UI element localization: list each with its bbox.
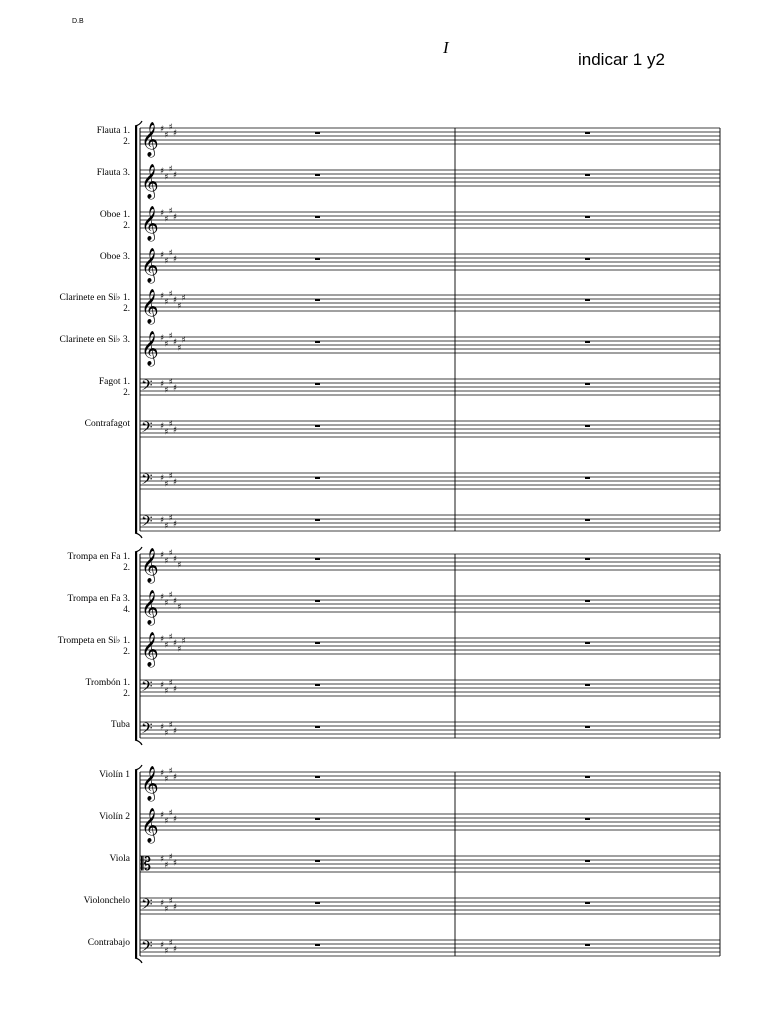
sharp-icon: ♯	[181, 293, 186, 304]
instrument-name: Contrafagot	[84, 419, 130, 429]
whole-rest-icon	[585, 216, 590, 218]
whole-rest-icon	[585, 383, 590, 385]
sharp-icon: ♯	[168, 852, 173, 863]
instrument-name: Flauta 1.	[96, 126, 130, 136]
instrument-part-number: 2.	[123, 387, 130, 397]
whole-rest-icon	[315, 519, 320, 521]
sharp-icon: ♯	[164, 214, 169, 225]
sharp-icon: ♯	[168, 632, 173, 643]
treble-clef-icon: 𝄞	[141, 164, 159, 199]
staff	[140, 419, 720, 440]
sharp-icon: ♯	[160, 379, 165, 390]
treble-clef-icon: 𝄞	[141, 289, 159, 324]
instrument-name: Contrabajo	[87, 938, 130, 948]
sharp-icon: ♯	[164, 774, 169, 785]
sharp-icon: ♯	[164, 297, 169, 308]
sharp-icon: ♯	[160, 680, 165, 691]
whole-rest-icon	[315, 558, 320, 560]
staff	[140, 164, 720, 200]
sharp-icon: ♯	[181, 335, 186, 346]
whole-rest-icon	[315, 216, 320, 218]
instrument-name: Trompa en Fa 3.	[67, 594, 130, 604]
whole-rest-icon	[585, 519, 590, 521]
sharp-icon: ♯	[172, 902, 178, 913]
whole-rest-icon	[315, 776, 320, 778]
sharp-icon: ♯	[177, 602, 182, 613]
treble-clef-icon: 𝄞	[141, 122, 159, 157]
sharp-icon: ♯	[172, 477, 178, 488]
sharp-icon: ♯	[177, 301, 182, 312]
sharp-icon: ♯	[168, 678, 173, 689]
whole-rest-icon	[315, 860, 320, 862]
whole-rest-icon	[585, 776, 590, 778]
instrument-name: Viola	[109, 854, 130, 864]
sharp-icon: ♯	[160, 291, 165, 302]
bass-clef-icon: 𝄢	[141, 377, 153, 398]
sharp-icon: ♯	[168, 938, 173, 949]
whole-rest-icon	[585, 258, 590, 260]
whole-rest-icon	[585, 642, 590, 644]
sharp-icon: ♯	[172, 944, 178, 955]
sharp-icon: ♯	[164, 904, 169, 915]
sharp-icon: ♯	[168, 766, 173, 777]
sharp-icon: ♯	[168, 377, 173, 388]
sharp-icon: ♯	[172, 596, 178, 607]
sharp-icon: ♯	[164, 860, 169, 871]
performance-note: indicar 1 y2	[578, 50, 665, 69]
staff	[140, 766, 720, 802]
sharp-icon: ♯	[160, 898, 165, 909]
treble-clef-icon: 𝄞	[141, 548, 159, 583]
sharp-icon: ♯	[172, 519, 178, 530]
sharp-icon: ♯	[164, 172, 169, 183]
sharp-icon: ♯	[164, 339, 169, 350]
sharp-icon: ♯	[160, 592, 165, 603]
sharp-icon: ♯	[177, 560, 182, 571]
whole-rest-icon	[585, 425, 590, 427]
instrument-part-number: 2.	[123, 303, 130, 313]
sharp-icon: ♯	[164, 130, 169, 141]
sharp-icon: ♯	[168, 206, 173, 217]
staff	[140, 513, 720, 534]
staff	[140, 331, 720, 367]
whole-rest-icon	[315, 132, 320, 134]
whole-rest-icon	[585, 902, 590, 904]
instrument-name: Trompa en Fa 1.	[67, 552, 130, 562]
sharp-icon: ♯	[168, 122, 173, 133]
staff	[140, 720, 720, 741]
whole-rest-icon	[585, 341, 590, 343]
sharp-icon: ♯	[164, 385, 169, 396]
sharp-icon: ♯	[164, 256, 169, 267]
treble-clef-icon: 𝄞	[141, 766, 159, 801]
sharp-icon: ♯	[160, 768, 165, 779]
sharp-icon: ♯	[168, 513, 173, 524]
bass-clef-icon: 𝄢	[141, 678, 153, 699]
sharp-icon: ♯	[177, 343, 182, 354]
sharp-icon: ♯	[172, 638, 178, 649]
sharp-icon: ♯	[172, 170, 178, 181]
whole-rest-icon	[585, 684, 590, 686]
sharp-icon: ♯	[160, 124, 165, 135]
staff	[140, 548, 720, 584]
whole-rest-icon	[315, 299, 320, 301]
sharp-icon: ♯	[160, 634, 165, 645]
sharp-icon: ♯	[164, 728, 169, 739]
alto-clef-icon: 𝄡	[141, 854, 152, 875]
staff	[140, 896, 720, 917]
sharp-icon: ♯	[160, 515, 165, 526]
sharp-icon: ♯	[160, 421, 165, 432]
instrument-part-number: 2.	[123, 688, 130, 698]
staff	[140, 853, 720, 876]
treble-clef-icon: 𝄞	[141, 808, 159, 843]
whole-rest-icon	[585, 558, 590, 560]
corner-mark: D.B	[72, 18, 84, 25]
sharp-icon: ♯	[172, 684, 178, 695]
bass-clef-icon: 𝄢	[141, 938, 153, 959]
sharp-icon: ♯	[168, 164, 173, 175]
sharp-icon: ♯	[164, 640, 169, 651]
sharp-icon: ♯	[160, 810, 165, 821]
bass-clef-icon: 𝄢	[141, 896, 153, 917]
whole-rest-icon	[315, 726, 320, 728]
instrument-name: Trombón 1.	[85, 678, 130, 688]
sharp-icon: ♯	[160, 940, 165, 951]
sharp-icon: ♯	[168, 471, 173, 482]
whole-rest-icon	[585, 174, 590, 176]
instrument-name: Violín 1	[99, 770, 130, 780]
staff	[140, 590, 720, 626]
instrument-name: Clarinete en Si♭ 3.	[59, 335, 130, 345]
sharp-icon: ♯	[172, 554, 178, 565]
group-bracket	[135, 126, 137, 533]
whole-rest-icon	[585, 477, 590, 479]
whole-rest-icon	[585, 132, 590, 134]
instrument-name: Violonchelo	[83, 896, 130, 906]
sharp-icon: ♯	[160, 722, 165, 733]
instrument-part-number: 2.	[123, 562, 130, 572]
instrument-name: Fagot 1.	[98, 377, 130, 387]
sharp-icon: ♯	[172, 212, 178, 223]
staff	[140, 289, 720, 325]
sharp-icon: ♯	[168, 896, 173, 907]
whole-rest-icon	[315, 383, 320, 385]
sharp-icon: ♯	[172, 254, 178, 265]
whole-rest-icon	[315, 174, 320, 176]
sharp-icon: ♯	[172, 337, 178, 348]
instrument-part-number: 2.	[123, 646, 130, 656]
bass-clef-icon: 𝄢	[141, 513, 153, 534]
whole-rest-icon	[315, 944, 320, 946]
staff	[140, 938, 720, 959]
whole-rest-icon	[585, 600, 590, 602]
sharp-icon: ♯	[168, 419, 173, 430]
whole-rest-icon	[585, 944, 590, 946]
sharp-icon: ♯	[168, 331, 173, 342]
instrument-name: Flauta 3.	[96, 168, 130, 178]
staff	[140, 808, 720, 844]
instrument-name: Clarinete en Si♭ 1.	[59, 293, 130, 303]
sharp-icon: ♯	[172, 295, 178, 306]
whole-rest-icon	[315, 902, 320, 904]
bass-clef-icon: 𝄢	[141, 471, 153, 492]
sharp-icon: ♯	[172, 128, 178, 139]
instrument-name: Tuba	[110, 720, 130, 730]
instrument-part-number: 2.	[123, 136, 130, 146]
sharp-icon: ♯	[177, 644, 182, 655]
sharp-icon: ♯	[160, 473, 165, 484]
sharp-icon: ♯	[164, 598, 169, 609]
whole-rest-icon	[585, 299, 590, 301]
sharp-icon: ♯	[164, 427, 169, 438]
sharp-icon: ♯	[172, 726, 178, 737]
staff	[140, 471, 720, 492]
sharp-icon: ♯	[172, 858, 178, 869]
sharp-icon: ♯	[172, 814, 178, 825]
sharp-icon: ♯	[160, 333, 165, 344]
instrument-part-number: 2.	[123, 220, 130, 230]
sharp-icon: ♯	[168, 720, 173, 731]
whole-rest-icon	[315, 425, 320, 427]
sharp-icon: ♯	[168, 590, 173, 601]
whole-rest-icon	[585, 726, 590, 728]
bass-clef-icon: 𝄢	[141, 720, 153, 741]
sharp-icon: ♯	[168, 548, 173, 559]
treble-clef-icon: 𝄞	[141, 331, 159, 366]
sharp-icon: ♯	[172, 383, 178, 394]
sharp-icon: ♯	[160, 550, 165, 561]
instrument-part-number: 4.	[123, 604, 130, 614]
group-bracket	[135, 770, 137, 958]
sharp-icon: ♯	[164, 521, 169, 532]
whole-rest-icon	[585, 818, 590, 820]
group-bracket	[135, 552, 137, 740]
whole-rest-icon	[315, 341, 320, 343]
treble-clef-icon: 𝄞	[141, 206, 159, 241]
sharp-icon: ♯	[168, 808, 173, 819]
sharp-icon: ♯	[160, 208, 165, 219]
whole-rest-icon	[315, 642, 320, 644]
movement-title: I	[443, 38, 449, 57]
staff	[140, 377, 720, 398]
treble-clef-icon: 𝄞	[141, 632, 159, 667]
sharp-icon: ♯	[160, 166, 165, 177]
sharp-icon: ♯	[164, 686, 169, 697]
staff	[140, 206, 720, 242]
sharp-icon: ♯	[164, 479, 169, 490]
sharp-icon: ♯	[164, 816, 169, 827]
whole-rest-icon	[315, 684, 320, 686]
instrument-name: Trompeta en Si♭ 1.	[57, 636, 130, 646]
treble-clef-icon: 𝄞	[141, 248, 159, 283]
instrument-name: Oboe 1.	[99, 210, 130, 220]
sharp-icon: ♯	[172, 425, 178, 436]
sharp-icon: ♯	[160, 250, 165, 261]
instrument-name: Violín 2	[99, 812, 130, 822]
sharp-icon: ♯	[168, 248, 173, 259]
sharp-icon: ♯	[181, 636, 186, 647]
whole-rest-icon	[315, 818, 320, 820]
sharp-icon: ♯	[164, 556, 169, 567]
instrument-name: Oboe 3.	[99, 252, 130, 262]
whole-rest-icon	[315, 258, 320, 260]
staff	[140, 632, 720, 668]
staff	[140, 678, 720, 699]
sharp-icon: ♯	[168, 289, 173, 300]
bass-clef-icon: 𝄢	[141, 419, 153, 440]
sharp-icon: ♯	[164, 946, 169, 957]
whole-rest-icon	[585, 860, 590, 862]
staff	[140, 122, 720, 158]
treble-clef-icon: 𝄞	[141, 590, 159, 625]
sharp-icon: ♯	[172, 772, 178, 783]
sharp-icon: ♯	[160, 854, 165, 865]
whole-rest-icon	[315, 600, 320, 602]
whole-rest-icon	[315, 477, 320, 479]
staff	[140, 248, 720, 284]
